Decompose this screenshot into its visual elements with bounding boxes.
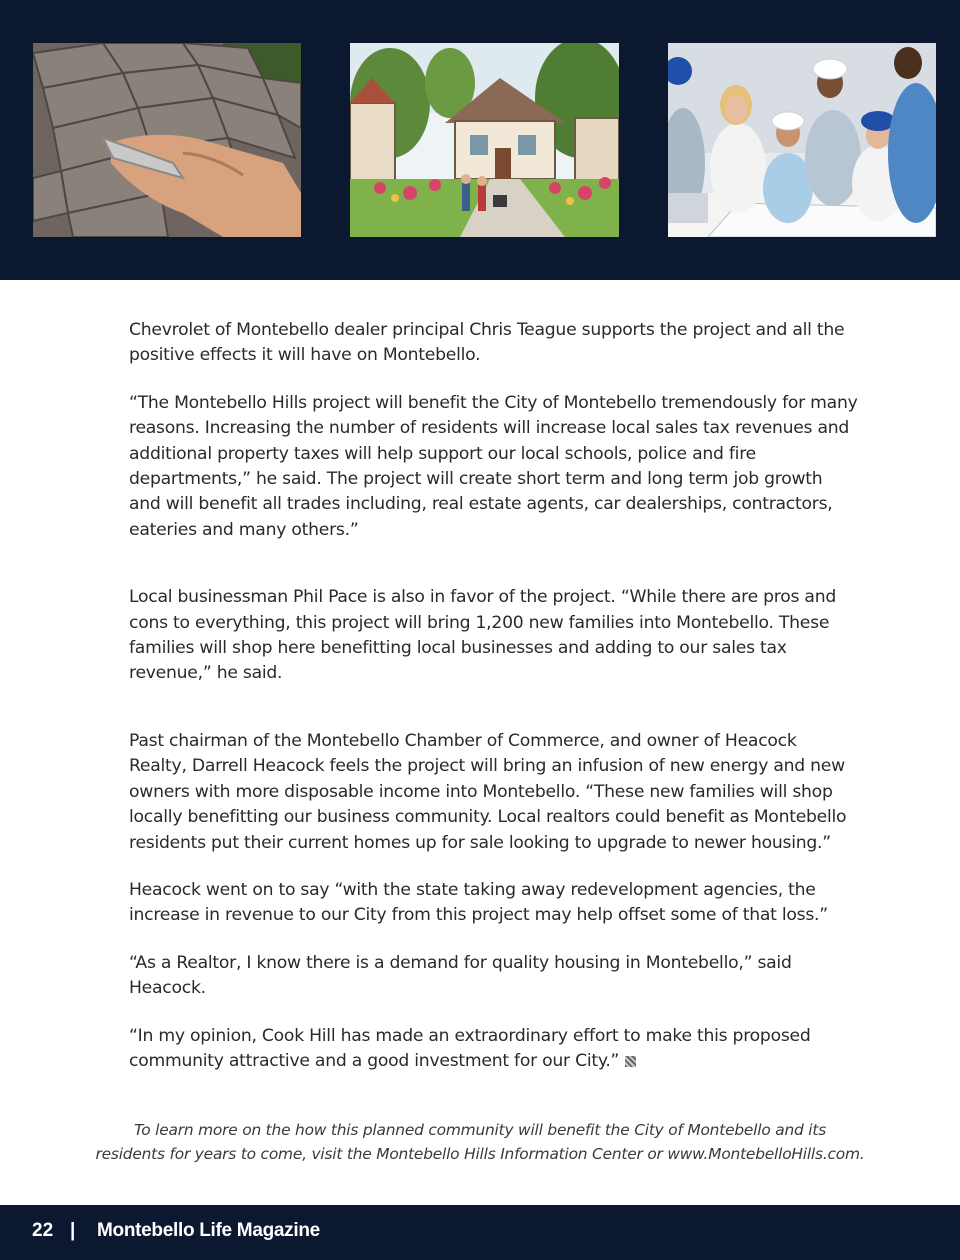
page-number: 22 <box>32 1220 54 1241</box>
article-paragraph: Heacock went on to say “with the state taking away redevelopment agencies, the increase in revenue to our City from this project may help offset some of that loss.” <box>129 879 828 926</box>
closing-note-line: To learn more on the how this planned community will benefit the City of Montebello and its <box>133 1121 827 1139</box>
article-paragraph: Past chairman of the Montebello Chamber of Commerce, and owner of Heacock Realty, Darrell Heacock feels the project will bring an infusion of new energy and new owners with more disposable income into Montebello. “These new families will shop locally benefitting our business community. Local realtors could benefit as Montebello residents put their current homes up for sale looking to upgrade to newer housing.” <box>129 730 847 853</box>
magazine-title: Montebello Life Magazine <box>97 1220 320 1241</box>
article-body <box>129 318 859 1074</box>
article-paragraph: Chevrolet of Montebello dealer principal Chris Teague supports the project and all the positive effects it will have on Montebello. <box>129 320 845 366</box>
page-footer <box>0 1205 960 1260</box>
roof-shingles-photo <box>33 43 301 237</box>
article-paragraph: “As a Realtor, I know there is a demand for quality housing in Montebello,” said Heacock. <box>129 952 792 999</box>
community-illustration-photo <box>350 43 619 237</box>
closing-note-line: residents for years to come, visit the Montebello Hills Information Center or www.MontebelloHills.com. <box>95 1145 865 1163</box>
header-band <box>0 0 960 280</box>
article-paragraph: “The Montebello Hills project will benefit the City of Montebello tremendously for many reasons. Increasing the number of residents will increase local sales tax revenues and additional property taxes will help support our local schools, police and fire departments,” he said. The project will create short term and long term job growth and will benefit all trades including, real estate agents, car dealerships, contractors, eateries and many others.” <box>129 392 858 540</box>
article-paragraph-text: “In my opinion, Cook Hill has made an extraordinary effort to make this proposed community attractive and a good investment for our City.” <box>129 1025 811 1071</box>
construction-team-photo <box>668 43 936 237</box>
article-paragraph: Local businessman Phil Pace is also in favor of the project. “While there are pros and cons to everything, this project will bring 1,200 new families into Montebello. These families will shop here benefitting local businesses and adding to our sales tax revenue,” he said. <box>129 587 837 684</box>
end-mark-icon <box>625 1056 636 1067</box>
closing-note <box>40 1118 920 1166</box>
footer-separator: | <box>70 1220 76 1241</box>
article-paragraph-last <box>129 1024 859 1075</box>
